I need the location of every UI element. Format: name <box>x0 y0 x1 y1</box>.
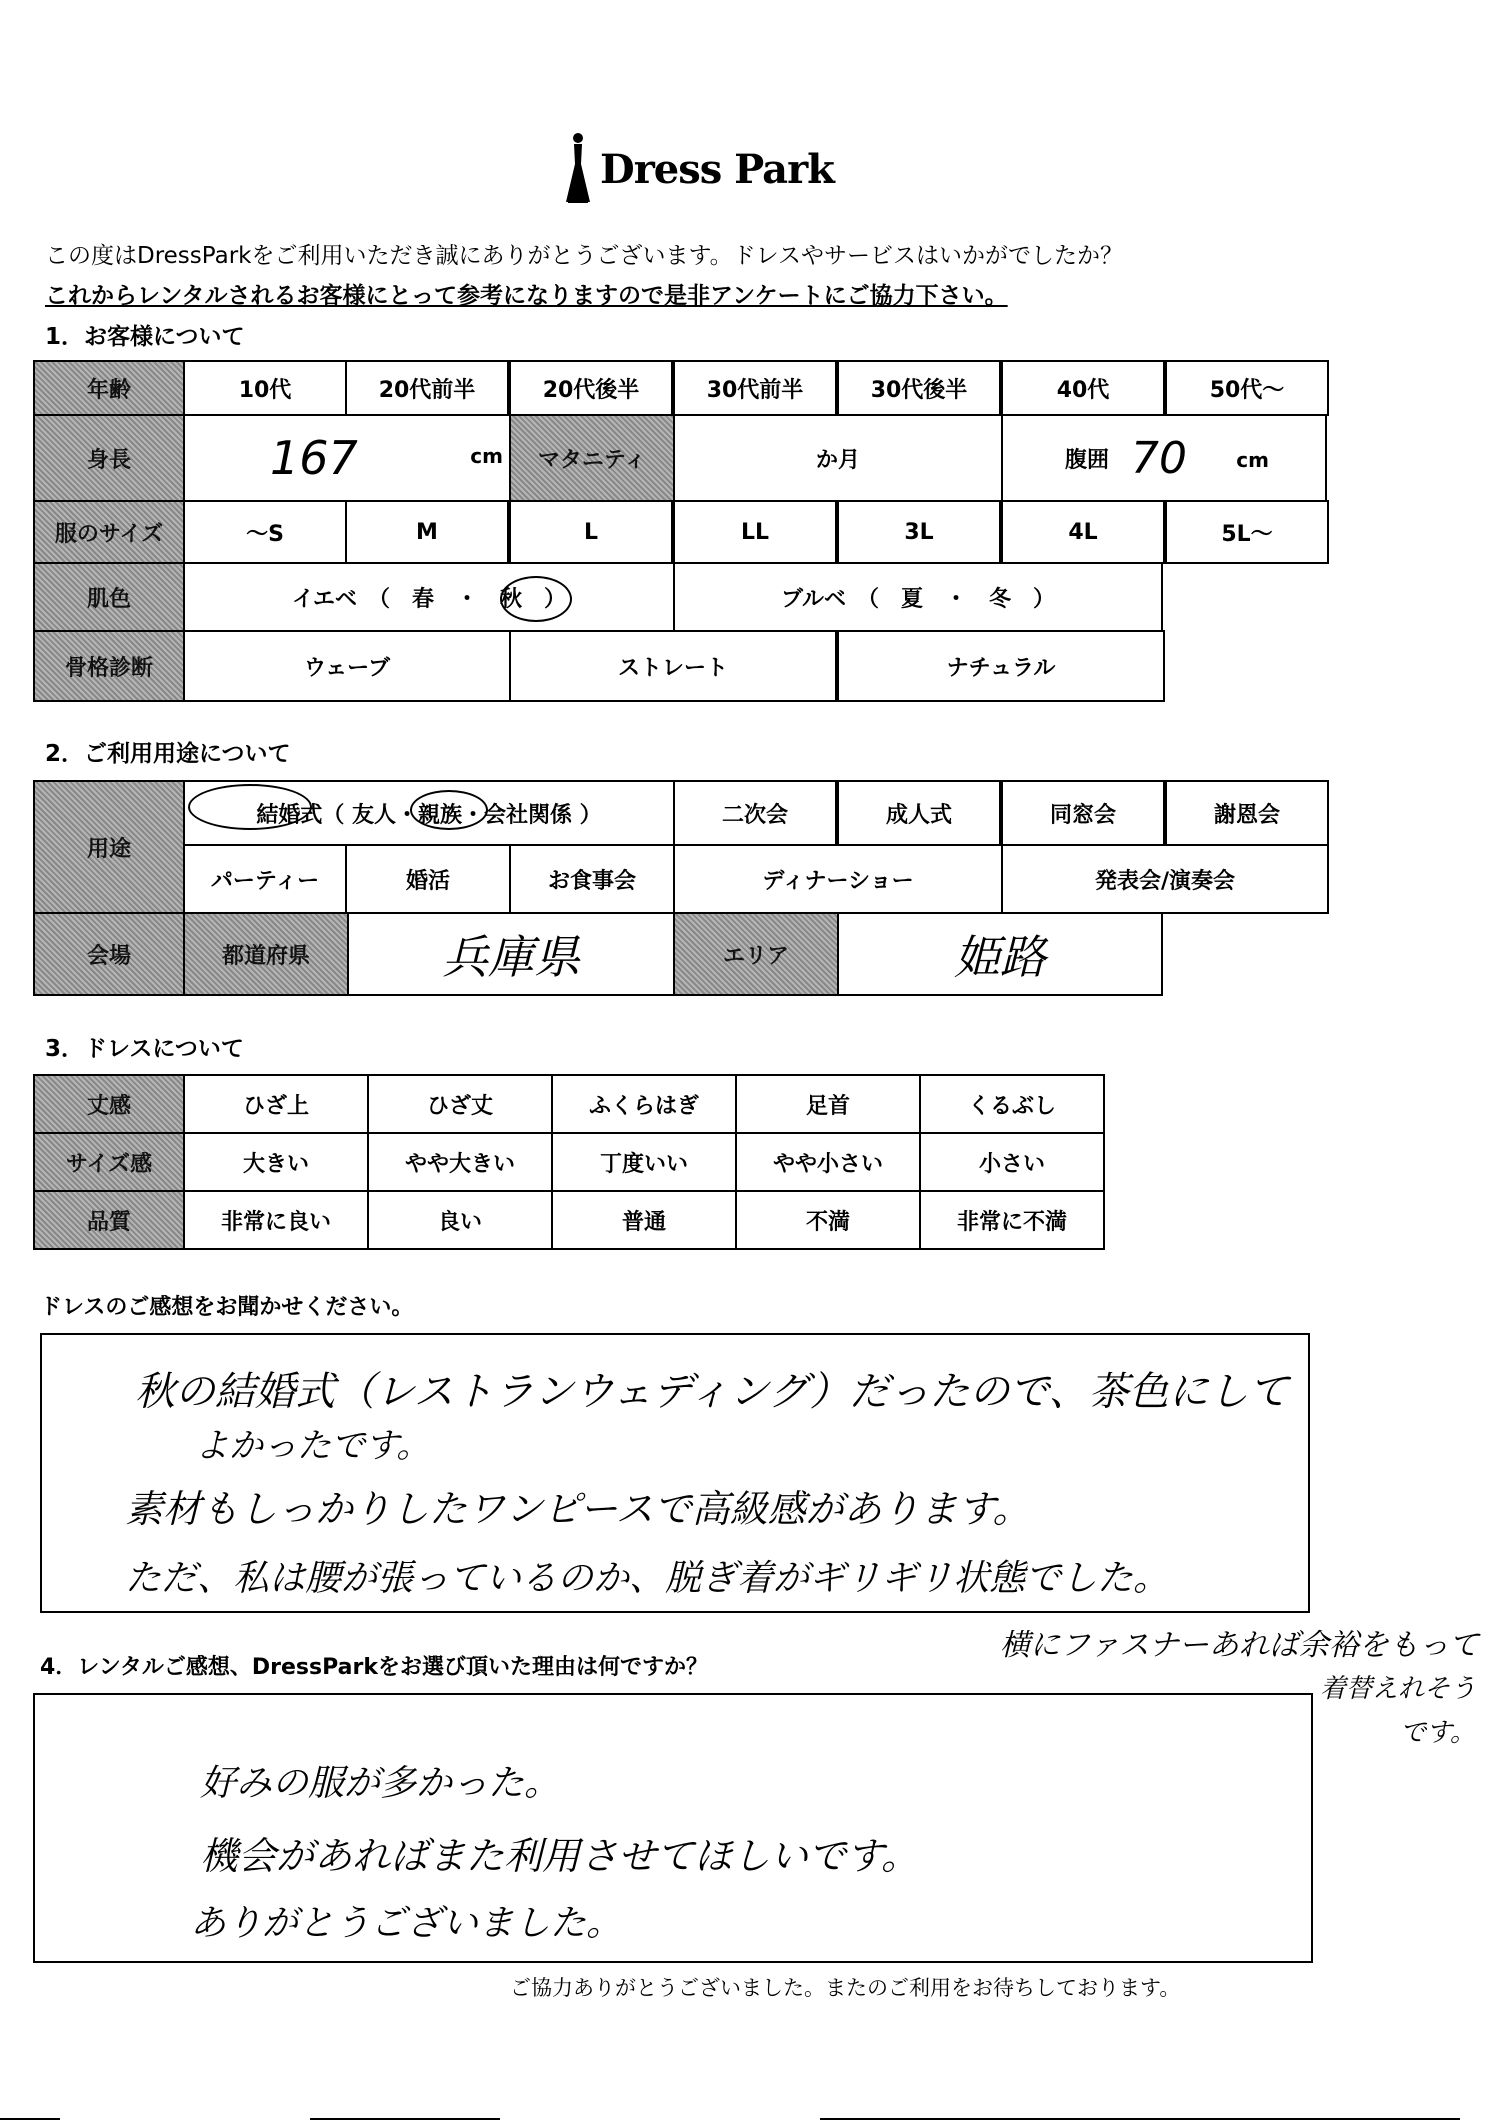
waist-unit: cm <box>1236 448 1269 472</box>
prefecture-label: 都道府県 <box>183 912 349 996</box>
size-label: 服のサイズ <box>33 500 185 564</box>
dress-comment-line-3: 素材もしっかりしたワンピースで高級感があります。 <box>125 1487 1031 1531</box>
rental-comment-line-1: 好みの服が多かった。 <box>200 1763 561 1804</box>
dress-option[interactable]: 丁度いい <box>551 1132 737 1192</box>
purpose-option[interactable]: 二次会 <box>673 780 837 846</box>
body-label: 骨格診断 <box>33 630 185 702</box>
age-option[interactable]: 50代〜 <box>1165 360 1329 416</box>
intro-line: この度はDressParkをご利用いただき誠にありがとうございます。ドレスやサービスはいかがでしたか？ <box>45 243 1123 269</box>
purpose-option[interactable]: 成人式 <box>837 780 1001 846</box>
skin-yellow-text: イエベ （ 春 ・ 秋 ） <box>291 586 567 612</box>
scan-edge-mark <box>310 2118 500 2120</box>
purpose-option[interactable]: 謝恩会 <box>1165 780 1329 846</box>
prefecture-value: 兵庫県 <box>442 930 580 984</box>
dress-option[interactable]: 非常に良い <box>183 1190 369 1250</box>
dress-comment-line-4: ただ、私は腰が張っているのか、脱ぎ着がギリギリ状態でした。 <box>125 1558 1170 1599</box>
scan-edge-mark <box>0 2118 60 2120</box>
age-option[interactable]: 30代後半 <box>837 360 1001 416</box>
footer-thanks: ご協力ありがとうございました。またのご利用をお待ちしております。 <box>510 1976 1181 2000</box>
age-option[interactable]: 40代 <box>1001 360 1165 416</box>
purpose-label: 用途 <box>33 780 185 914</box>
purpose-option[interactable]: ディナーショー <box>673 844 1003 914</box>
dress-option[interactable]: やや大きい <box>367 1132 553 1192</box>
size-option[interactable]: 〜S <box>183 500 347 564</box>
age-option[interactable]: 30代前半 <box>673 360 837 416</box>
dress-note-line-3: です。 <box>1400 1718 1476 1748</box>
skin-yellow-option[interactable] <box>183 562 675 632</box>
area-value: 姫路 <box>954 930 1046 984</box>
selected-relative-mark <box>410 790 488 830</box>
section1-title: 1．お客様について <box>45 324 245 350</box>
wedding-text: 結婚式（ 友人・親族・会社関係 ） <box>256 802 602 828</box>
purpose-option[interactable]: お食事会 <box>509 844 675 914</box>
height-value: 167 <box>270 431 358 485</box>
dress-row-label: 品質 <box>33 1190 185 1250</box>
dress-option[interactable]: 小さい <box>919 1132 1105 1192</box>
dress-comment-line-1: 秋の結婚式（レストランウェディング）だったので、茶色にして <box>135 1369 1289 1415</box>
dress-icon <box>560 130 596 210</box>
prefecture-field[interactable] <box>347 912 675 996</box>
waist-field[interactable] <box>1001 414 1327 502</box>
dress-option[interactable]: ひざ上 <box>183 1074 369 1134</box>
size-option[interactable]: M <box>345 500 509 564</box>
maternity-unit: か月 <box>815 447 860 473</box>
skin-blue-option[interactable] <box>673 562 1163 632</box>
area-field[interactable] <box>837 912 1163 996</box>
section4-title: 4．レンタルご感想、DressParkをお選び頂いた理由は何ですか？ <box>40 1655 708 1680</box>
dress-comment-title: ドレスのご感想をお聞かせください。 <box>40 1295 414 1320</box>
waist-label: 腹囲 <box>1065 447 1110 473</box>
dress-note-line-1: 横にファスナーあれば余裕をもって <box>1000 1628 1479 1663</box>
size-option[interactable]: 5L〜 <box>1165 500 1329 564</box>
dress-option[interactable]: 不満 <box>735 1190 921 1250</box>
dress-option[interactable]: 大きい <box>183 1132 369 1192</box>
venue-label: 会場 <box>33 912 185 996</box>
size-option[interactable]: 4L <box>1001 500 1165 564</box>
age-option[interactable]: 20代後半 <box>509 360 673 416</box>
purpose-option[interactable]: 婚活 <box>345 844 511 914</box>
dress-option[interactable]: 普通 <box>551 1190 737 1250</box>
dress-option[interactable]: やや小さい <box>735 1132 921 1192</box>
age-label: 年齢 <box>33 360 185 416</box>
dress-option[interactable]: 非常に不満 <box>919 1190 1105 1250</box>
purpose-option[interactable]: パーティー <box>183 844 347 914</box>
intro-request: これからレンタルされるお客様にとって参考になりますので是非アンケートにご協力下さい。 <box>45 283 1008 309</box>
skin-label: 肌色 <box>33 562 185 632</box>
height-label: 身長 <box>33 414 185 502</box>
size-option[interactable]: 3L <box>837 500 1001 564</box>
height-field[interactable] <box>183 414 511 502</box>
dress-row-label: 丈感 <box>33 1074 185 1134</box>
dress-note-line-2: 着替えれそう <box>1320 1674 1477 1704</box>
size-option[interactable]: LL <box>673 500 837 564</box>
dress-option[interactable]: 良い <box>367 1190 553 1250</box>
age-option[interactable]: 10代 <box>183 360 347 416</box>
rental-comment-line-3: ありがとうございました。 <box>190 1903 623 1944</box>
body-type-option[interactable]: ウェーブ <box>183 630 511 702</box>
skin-blue-text: ブルベ （ 夏 ・ 冬 ） <box>780 586 1056 612</box>
dress-option[interactable]: くるぶし <box>919 1074 1105 1134</box>
logo-text: Dress Park <box>600 146 834 193</box>
scan-edge-mark <box>820 2118 1460 2120</box>
selected-skin-mark <box>500 576 572 622</box>
height-unit: cm <box>470 444 503 468</box>
maternity-label: マタニティ <box>509 414 675 502</box>
dress-option[interactable]: ふくらはぎ <box>551 1074 737 1134</box>
dresspark-logo <box>560 130 834 210</box>
purpose-option[interactable]: 同窓会 <box>1001 780 1165 846</box>
body-type-option[interactable]: ストレート <box>509 630 837 702</box>
dress-comment-line-2: よかったです。 <box>195 1426 431 1466</box>
area-label: エリア <box>673 912 839 996</box>
age-option[interactable]: 20代前半 <box>345 360 509 416</box>
purpose-option[interactable]: 発表会/演奏会 <box>1001 844 1329 914</box>
waist-value: 70 <box>1131 432 1188 484</box>
rental-comment-line-2: 機会があればまた利用させてほしいです。 <box>200 1834 919 1878</box>
body-type-option[interactable]: ナチュラル <box>837 630 1165 702</box>
maternity-field[interactable] <box>673 414 1003 502</box>
dress-option[interactable]: 足首 <box>735 1074 921 1134</box>
section3-title: 3．ドレスについて <box>45 1036 244 1062</box>
selected-wedding-mark <box>188 784 312 830</box>
size-option[interactable]: L <box>509 500 673 564</box>
section2-title: 2．ご利用用途について <box>45 741 291 767</box>
dress-row-label: サイズ感 <box>33 1132 185 1192</box>
dress-option[interactable]: ひざ丈 <box>367 1074 553 1134</box>
